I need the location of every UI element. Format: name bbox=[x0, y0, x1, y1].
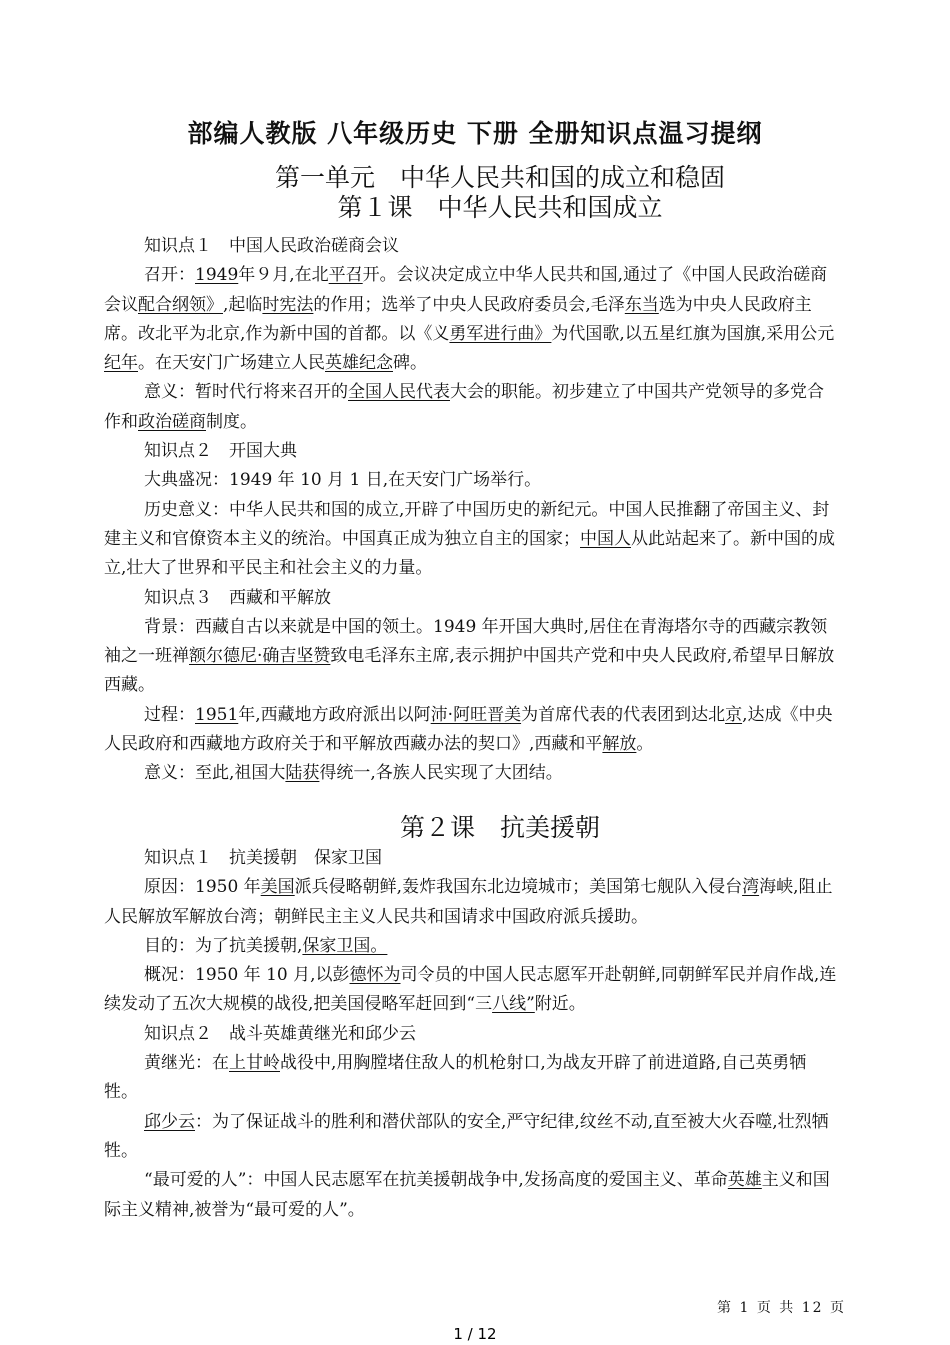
paragraph-huang-jiguang: 黄继光：在上甘岭战役中,用胸膛堵住敌人的机枪射口,为战友开辟了前进道路,自己英勇牺牲。 bbox=[104, 1053, 807, 1103]
paragraph-significance: 意义：暂时代行将来召开的全国人民代表大会的职能。初步建立了中国共产党领导的多党合作和政治磋商制度。 bbox=[104, 382, 824, 432]
document-title: 部编人教版 八年级历史 下册 全册知识点温习提纲 bbox=[187, 119, 763, 148]
paragraph-qiu-shaoyun: 邱少云：为了保证战斗的胜利和潜伏部队的安全,严守纪律,纹丝不动,直至被大火吞噬,壮烈牺牲。 bbox=[104, 1111, 829, 1161]
knowledge-point-heading: 知识点１ 抗美援朝 保家卫国 bbox=[144, 848, 382, 868]
paragraph-convening: 召开：1949年９月,在北平召开。会议决定成立中华人民共和国,通过了《中国人民政治磋商会议配合纲领》,起临时宪法的作用；选举了中央人民政府委员会,毛泽东当选为中央人民政府主席。改北平为北京,作为新中国的首都。以《义勇军进行曲》为代国歌,以五星红旗为国旗,采用公元纪年。在天安门广场建立人民英雄纪念碑。 bbox=[104, 265, 835, 374]
paragraph-cause: 原因：1950 年美国派兵侵略朝鲜,轰炸我国东北边境城市；美国第七舰队入侵台湾海峡,阻止人民解放军解放台湾；朝鲜民主主义人民共和国请求中国政府派兵援助。 bbox=[104, 877, 833, 927]
knowledge-point-heading: 知识点２ 开国大典 bbox=[144, 441, 297, 462]
lesson-2-title: 第２课 抗美援朝 bbox=[399, 813, 600, 842]
lesson-1-title: 第１课 中华人民共和国成立 bbox=[337, 193, 663, 222]
paragraph-most-lovable: “最可爱的人”：中国人民志愿军在抗美援朝战争中,发扬高度的爱国主义、革命英雄主义和国际主义精神,被誉为“最可爱的人”。 bbox=[104, 1170, 830, 1220]
knowledge-point-heading: 知识点２ 战斗英雄黄继光和邱少云 bbox=[144, 1023, 416, 1044]
lesson-2-body bbox=[104, 844, 839, 1225]
pdf-page-indicator: 1 / 12 bbox=[453, 1325, 497, 1343]
paragraph-purpose: 目的：为了抗美援朝,保家卫国。 bbox=[144, 935, 388, 956]
paragraph-tibet-significance: 意义：至此,祖国大陆获得统一,各族人民实现了大团结。 bbox=[144, 763, 563, 784]
paragraph-process: 过程：1951年,西藏地方政府派出以阿沛·阿旺晋美为首席代表的代表团到达北京,达成《中央人民政府和西藏地方政府关于和平解放西藏办法的契口》,西藏和平解放。 bbox=[104, 704, 833, 755]
paragraph-background: 背景：西藏自古以来就是中国的领土。1949 年开国大典时,居住在青海塔尔寺的西藏宗教领袖之一班禅额尔德尼·确吉坚赞致电毛泽东主席,表示拥护中国共产党和中央人民政府,希望早日解放西藏。 bbox=[104, 616, 835, 696]
knowledge-point-heading: 知识点１ 中国人民政治磋商会议 bbox=[144, 236, 399, 256]
unit-title: 第一单元 中华人民共和国的成立和稳固 bbox=[274, 163, 725, 192]
page-count-footer: 第 1 页 共 12 页 bbox=[717, 1300, 846, 1316]
knowledge-point-heading: 知识点３ 西藏和平解放 bbox=[144, 587, 331, 608]
lesson-1-body bbox=[104, 232, 839, 789]
paragraph-ceremony: 大典盛况：1949 年 10 月 1 日,在天安门广场举行。 bbox=[144, 470, 542, 491]
paragraph-historical-significance: 历史意义：中华人民共和国的成立,开辟了中国历史的新纪元。中国人民推翻了帝国主义、封建主义和官僚资本主义的统治。中国真正成为独立自主的国家；中国人从此站起来了。新中国的成立,壮大了世界和平民主和社会主义的力量。 bbox=[104, 499, 835, 579]
paragraph-overview: 概况：1950 年 10 月,以彭德怀为司令员的中国人民志愿军开赴朝鲜,同朝鲜军民并肩作战,连续发动了五次大规模的战役,把美国侵略军赶回到“三八线”附近。 bbox=[104, 965, 837, 1015]
